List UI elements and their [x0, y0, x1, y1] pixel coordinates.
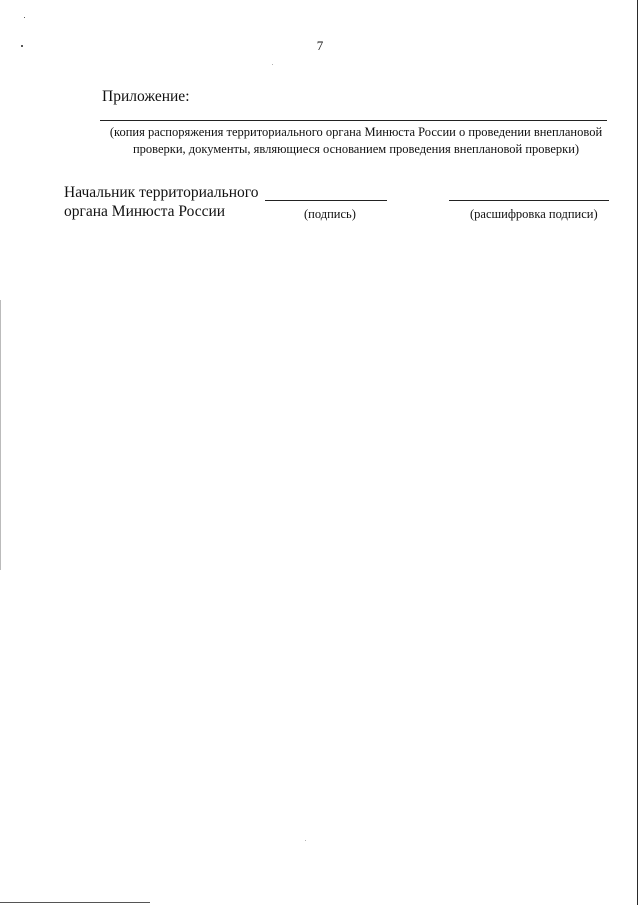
official-title-line-2: органа Минюста России	[64, 203, 226, 220]
signature-caption: (подпись)	[304, 207, 356, 221]
signature-decoding-caption: (расшифровка подписи)	[470, 207, 598, 221]
scan-speck	[305, 840, 306, 841]
scan-edge-left	[0, 300, 1, 570]
scan-speck	[24, 17, 25, 18]
scan-edge-bottom	[0, 902, 150, 903]
appendix-note-line-1: (копия распоряжения территориального органа Минюста России о проведении внеплановой	[109, 125, 603, 139]
signature-decoding-line	[449, 200, 609, 201]
scan-speck	[272, 64, 273, 65]
appendix-fill-line	[100, 120, 607, 121]
appendix-note	[96, 124, 616, 158]
official-title	[64, 183, 258, 221]
page-number: 7	[316, 38, 324, 53]
scan-edge-right	[637, 0, 638, 905]
official-title-line-1: Начальник территориального	[64, 184, 259, 201]
appendix-label: Приложение:	[102, 88, 190, 105]
signature-line	[265, 200, 387, 201]
appendix-note-line-2: проверки, документы, являющиеся основанием проведения внеплановой проверки)	[132, 142, 580, 156]
